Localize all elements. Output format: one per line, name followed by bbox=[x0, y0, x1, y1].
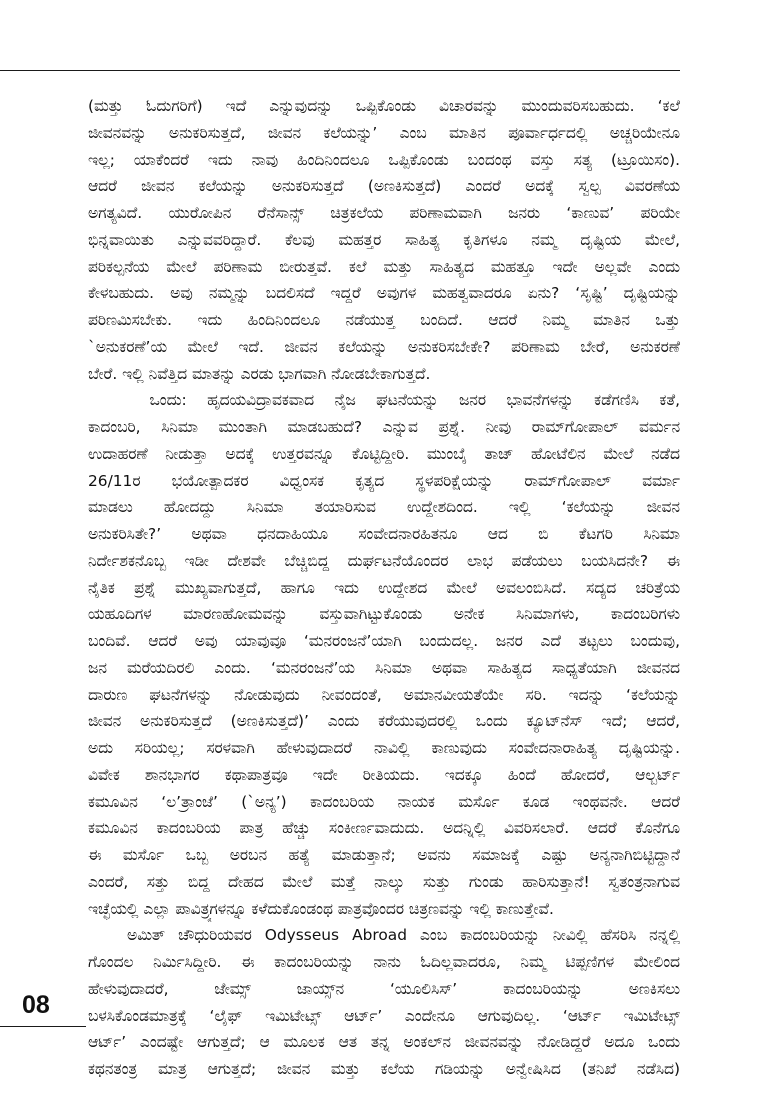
page-number: 08 bbox=[22, 991, 50, 1019]
text-line: ನೈತಿಕ ಪ್ರಶ್ನೆ ಮುಖ್ಯವಾಗುತ್ತದೆ, ಹಾಗೂ ಇದು ಉದ್ದೇಶದ ಮೇಲೆ ಅವಲಂಬಿಸಿದೆ. ಸದ್ಯದ ಚರಿತ್ರೆಯ bbox=[88, 578, 680, 597]
text-line: ಎಂದರೆ, ಸತ್ತು ಬಿದ್ದ ದೇಹದ ಮೇಲೆ ಮತ್ತೆ ನಾಲ್ಕು ಸುತ್ತು ಗುಂಡು ಹಾರಿಸುತ್ತಾನೆ! ಸ್ವತಂತ್ರನಾಗುವ bbox=[88, 872, 680, 891]
text-line: ಬಂದಿವೆ. ಆದರೆ ಅವು ಯಾವುವೂ ‘ಮನರಂಜನೆ’ಯಾಗಿ ಬಂದುದಲ್ಲ. ಜನರ ಎದೆ ತಟ್ಟಲು ಬಂದುವು, bbox=[88, 632, 680, 650]
text-line: ಈ ಮರ್ಸೊ ಒಬ್ಬ ಅರಬನ ಹತ್ಯೆ ಮಾಡುತ್ತಾನೆ; ಅವನು ಸಮಾಜಕ್ಕೆ ಎಷ್ಟು ಅನ್ಯನಾಗಿಬಿಟ್ಟಿದ್ದಾನೆ bbox=[88, 846, 680, 864]
text-line: ಅಗತ್ಯವಿದೆ. ಯುರೋಪಿನ ರೆನೆಸಾನ್ಸ್ ಚಿತ್ರಕಲೆಯ ಪರಿಣಾಮವಾಗಿ ಜನರು ‘ಕಾಣುವ’ ಪರಿಯೇ bbox=[88, 204, 680, 222]
text-line: ಪರಿಕಲ್ಪನೆಯ ಮೇಲೆ ಪರಿಣಾಮ ಬೀರುತ್ತವೆ. ಕಲೆ ಮತ್ತು ಸಾಹಿತ್ಯದ ಮಹತ್ತೂ ಇದೇ ಅಲ್ಲವೇ ಎಂದು bbox=[88, 257, 680, 276]
text-line: ಕಥನತಂತ್ರ ಮಾತ್ರ ಆಗುತ್ತದೆ; ಜೀವನ ಮತ್ತು ಕಲೆಯ ಗಡಿಯನ್ನು ಅನ್ವೇಷಿಸಿದ (ತನಿಖೆ ನಡೆಸಿದ) bbox=[88, 1060, 680, 1078]
top-rule bbox=[0, 70, 680, 71]
text-line: ಬಳಸಿಕೊಂಡಮಾತ್ರಕ್ಕೆ ‘ಲೈಫ್ ಇಮಿಟೇಟ್ಸ್ ಆರ್ಟ್’ ಎಂದೇನೂ ಆಗುವುದಿಲ್ಲ. ‘ಆರ್ಟ್ ಇಮಿಟೇಟ್ಸ್ bbox=[88, 1006, 680, 1025]
text-line: ದಾರುಣ ಘಟನೆಗಳನ್ನು ನೋಡುವುದು ನೀವಂದಂತೆ, ಅಮಾನವೀಯತೆಯೇ ಸರಿ. ಇದನ್ನು ‘ಕಲೆಯನ್ನು bbox=[88, 685, 680, 704]
text-line: ಯಹೂದಿಗಳ ಮಾರಣಹೋಮವನ್ನು ವಸ್ತುವಾಗಿಟ್ಟುಕೊಂಡು ಅನೇಕ ಸಿನಿಮಾಗಳು, ಕಾದಂಬರಿಗಳು bbox=[88, 605, 680, 624]
text-line: ಕಮೂವಿನ ಕಾದಂಬರಿಯ ಪಾತ್ರ ಹೆಚ್ಚು ಸಂಕೀರ್ಣವಾದುದು. ಅದನ್ನಿಲ್ಲಿ ವಿವರಿಸಲಾರೆ. ಆದರೆ ಕೊನೆಗೂ bbox=[88, 819, 680, 838]
text-line: ಒಂದು: ಹೃದಯವಿದ್ರಾವಕವಾದ ನೈಜ ಘಟನೆಯನ್ನು ಜನರ ಭಾವನೆಗಳನ್ನು ಕಡೆಗಣಿಸಿ ಕತೆ, bbox=[88, 391, 680, 410]
text-line: ಹೇಳುವುದಾದರೆ, ಜೇಮ್ಸ್ ಜಾಯ್ಸ್‌ನ ‘ಯೂಲಿಸಿಸ್’ ಕಾದಂಬರಿಯನ್ನು ಅಣಕಿಸಲು bbox=[88, 979, 680, 998]
text-line: ಆರ್ಟ್’ ಎಂದಷ್ಟೇ ಆಗುತ್ತದೆ; ಆ ಮೂಲಕ ಆತ ತನ್ನ ಅಂಕಲ್‌ನ ಜೀವನವನ್ನು ನೋಡಿದ್ದರೆ ಅದೂ ಒಂದು bbox=[88, 1033, 680, 1052]
text-line: ಜನ ಮರೆಯದಿರಲಿ ಎಂದು. ‘ಮನರಂಜನೆ’ಯ ಸಿನಿಮಾ ಅಥವಾ ಸಾಹಿತ್ಯದ ಸಾಧ್ಯತೆಯಾಗಿ ಜೀವನದ bbox=[88, 658, 680, 677]
text-line: ಕಮೂವಿನ ‘ಲ’ತ್ರಾಂಜೆ’ (`ಅನ್ಯ’) ಕಾದಂಬರಿಯ ನಾಯಕ ಮರ್ಸೊ ಕೂಡ ಇಂಥವನೇ. ಆದರೆ bbox=[88, 792, 680, 811]
text-line: ನಿರ್ದೇಶಕನೊಬ್ಬ ಇಡೀ ದೇಶವೇ ಬೆಚ್ಚಿಬಿದ್ದ ದುರ್ಘಟನೆಯೊಂದರ ಲಾಭ ಪಡೆಯಲು ಬಯಸಿದನೇ? ಈ bbox=[88, 551, 680, 570]
text-line: ಕೇಳಬಹುದು. ಅವು ನಮ್ಮನ್ನು ಬದಲಿಸದೆ ಇದ್ದರೆ ಅವುಗಳ ಮಹತ್ವವಾದರೂ ಏನು? ‘ಸೃಷ್ಟಿ’ ದೃಷ್ಟಿಯನ್ನು bbox=[88, 284, 680, 303]
text-line: ಕಾದಂಬರಿ, ಸಿನಿಮಾ ಮುಂತಾಗಿ ಮಾಡಬಹುದೆ? ಎನ್ನುವ ಪ್ರಶ್ನೆ. ನೀವು ರಾಮ್‌ಗೋಪಾಲ್ ವರ್ಮನ bbox=[88, 418, 680, 436]
text-line: ಅಮಿತ್ ಚೌಧುರಿಯವರ Odysseus Abroad ಎಂಬ ಕಾದಂಬರಿಯನ್ನು ನೀವಿಲ್ಲಿ ಹೆಸರಿಸಿ ನನ್ನಲ್ಲಿ bbox=[88, 926, 680, 945]
text-line: ಇಚ್ಛೆಯಲ್ಲಿ ಎಲ್ಲಾ ಪಾವಿತ್ರ್ಯಗಳನ್ನೂ ಕಳೆದುಕೊಂಡಂಥ ಪಾತ್ರವೊಂದರ ಚಿತ್ರಣವನ್ನು ಇಲ್ಲಿ ಕಾಣುತ್ತೇವೆ. bbox=[88, 899, 554, 918]
text-line: ವಿವೇಕ ಶಾನಭಾಗರ ಕಥಾಪಾತ್ರವೂ ಇದೇ ರೀತಿಯದು. ಇದಕ್ಕೂ ಹಿಂದೆ ಹೋದರೆ, ಆಲ್ಬರ್ಟ್ bbox=[88, 765, 680, 784]
text-line: ಪರಿಣಮಿಸಬೇಕು. ಇದು ಹಿಂದಿನಿಂದಲೂ ನಡೆಯುತ್ತ ಬಂದಿದೆ. ಆದರೆ ನಿಮ್ಮ ಮಾತಿನ ಒತ್ತು bbox=[88, 311, 680, 329]
text-line: ಅನುಕರಿಸಿತೇ?’ ಅಥವಾ ಧನದಾಹಿಯೂ ಸಂವೇದನಾರಹಿತನೂ ಆದ ಬಿ ಕೆಟಗರಿ ಸಿನಿಮಾ bbox=[88, 525, 680, 543]
text-line: ಭಿನ್ನವಾಯಿತು ಎನ್ನುವವರಿದ್ದಾರೆ. ಕೆಲವು ಮಹತ್ತರ ಸಾಹಿತ್ಯ ಕೃತಿಗಳೂ ನಮ್ಮ ದೃಷ್ಟಿಯ ಮೇಲೆ, bbox=[88, 230, 680, 249]
text-line: 26/11ರ ಭಯೋತ್ಪಾದಕರ ವಿಧ್ವಂಸಕ ಕೃತ್ಯದ ಸ್ಥಳಪರಿಕ್ಷೆಯನ್ನು ರಾಮ್‌ಗೋಪಾಲ್ ವರ್ಮಾ bbox=[88, 471, 680, 490]
bottom-rule bbox=[0, 1026, 86, 1027]
text-line: ಜೀವನವನ್ನು ಅನುಕರಿಸುತ್ತದೆ, ಜೀವನ ಕಲೆಯನ್ನು’ ಎಂಬ ಮಾತಿನ ಪೂರ್ವಾರ್ಧದಲ್ಲಿ ಅಚ್ಚರಿಯೇನೂ bbox=[88, 123, 680, 142]
body-text bbox=[88, 93, 680, 1083]
text-line: ಬೇರೆ. ಇಲ್ಲಿ ನಿವೆತ್ತಿದ ಮಾತನ್ನು ಎರಡು ಭಾಗವಾಗಿ ನೋಡಬೇಕಾಗುತ್ತದೆ. bbox=[88, 364, 431, 383]
text-line: ಇಲ್ಲ; ಯಾಕೆಂದರೆ ಇದು ನಾವು ಹಿಂದಿನಿಂದಲೂ ಒಪ್ಪಿಕೊಂಡು ಬಂದಂಥ ವಸ್ತು ಸತ್ಯ (ಟ್ರೂಯಿಸಂ). bbox=[88, 150, 680, 169]
text-line: `ಅನುಕರಣೆ’ಯ ಮೇಲೆ ಇದೆ. ಜೀವನ ಕಲೆಯನ್ನು ಅನುಕರಿಸಬೇಕೇ? ಪರಿಣಾಮ ಬೇರೆ, ಅನುಕರಣೆ bbox=[88, 337, 680, 356]
text-line: (ಮತ್ತು ಓದುಗರಿಗೆ) ಇದೆ ಎನ್ನುವುದನ್ನು ಒಪ್ಪಿಕೊಂಡು ವಿಚಾರವನ್ನು ಮುಂದುವರಿಸಬಹುದು. ‘ಕಲೆ bbox=[88, 97, 680, 115]
text-line: ಉದಾಹರಣೆ ನೀಡುತ್ತಾ ಅದಕ್ಕೆ ಉತ್ತರವನ್ನೂ ಕೊಟ್ಟಿದ್ದೀರಿ. ಮುಂಬೈ ತಾಜ್ ಹೋಟೆಲಿನ ಮೇಲೆ ನಡೆದ bbox=[88, 444, 680, 463]
text-line: ಮಾಡಲು ಹೋದದ್ದು ಸಿನಿಮಾ ತಯಾರಿಸುವ ಉದ್ದೇಶದಿಂದ. ಇಲ್ಲಿ ‘ಕಲೆಯನ್ನು ಜೀವನ bbox=[88, 498, 680, 517]
text-line: ಜೀವನ ಅನುಕರಿಸುತ್ತದೆ (ಅಣಕಿಸುತ್ತದೆ)’ ಎಂದು ಕರೆಯುವುದರಲ್ಲಿ ಒಂದು ಕ್ಯೂಟ್‌ನೆಸ್ ಇದೆ; ಆದರೆ, bbox=[88, 712, 680, 731]
text-line: ಅದು ಸರಿಯಲ್ಲ; ಸರಳವಾಗಿ ಹೇಳುವುದಾದರೆ ನಾವಿಲ್ಲಿ ಕಾಣುವುದು ಸಂವೇದನಾರಾಹಿತ್ಯ ದೃಷ್ಟಿಯನ್ನು. bbox=[88, 739, 680, 757]
text-line: ಆದರೆ ಜೀವನ ಕಲೆಯನ್ನು ಅನುಕರಿಸುತ್ತದೆ (ಅಣಕಿಸುತ್ತದೆ) ಎಂದರೆ ಅದಕ್ಕೆ ಸ್ವಲ್ಪ ವಿವರಣೆಯ bbox=[88, 177, 680, 196]
text-line: ಗೊಂದಲ ನಿರ್ಮಿಸಿದ್ದೀರಿ. ಈ ಕಾದಂಬರಿಯನ್ನು ನಾನು ಓದಿಲ್ಲವಾದರೂ, ನಿಮ್ಮ ಟಿಪ್ಪಣಿಗಳ ಮೇಲಿಂದ bbox=[88, 953, 680, 971]
